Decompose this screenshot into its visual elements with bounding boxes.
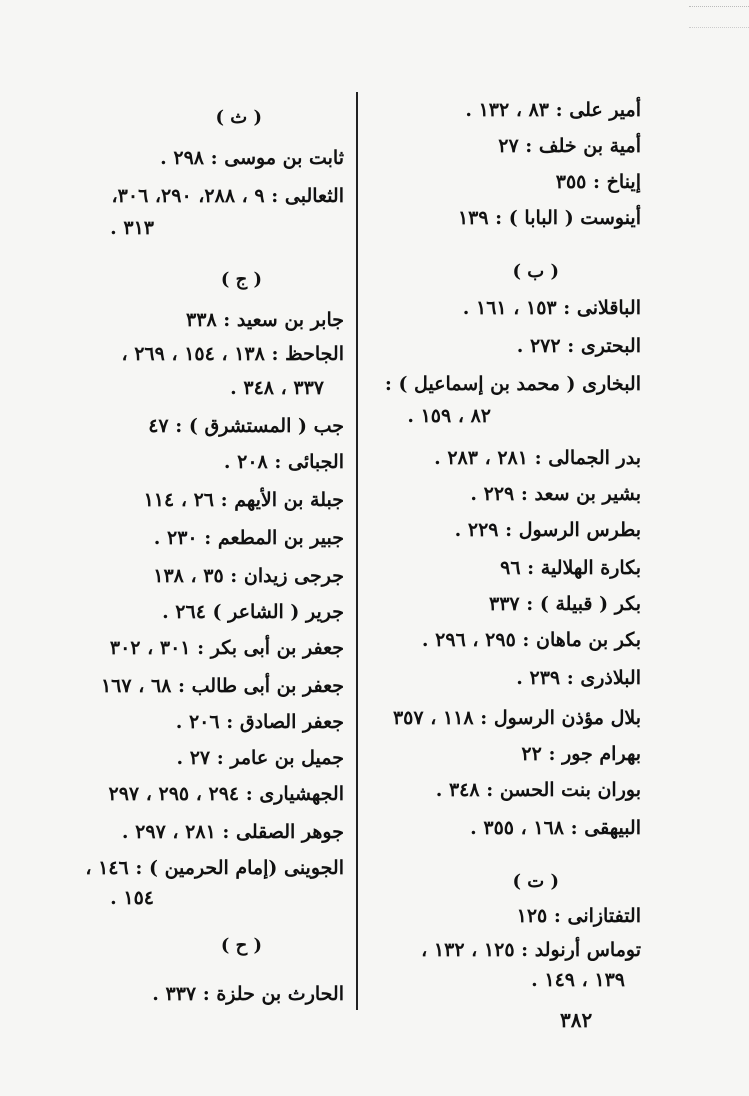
index-entry: بكر بن ماهان : ٢٩٥ ، ٢٩٦ .	[421, 629, 641, 651]
index-entry: الجهشيارى : ٢٩٤ ، ٢٩٥ ، ٢٩٧	[108, 783, 344, 805]
index-entry: البخارى ( محمد بن إسماعيل ) :	[384, 373, 641, 395]
index-entry-continuation: ١٥٤ .	[110, 887, 154, 909]
index-entry: أمير على : ٨٣ ، ١٣٢ .	[465, 99, 641, 121]
scan-edge-mark	[689, 6, 749, 28]
index-entry: إيناخ : ٣٥٥	[555, 171, 641, 193]
section-heading-tha: ( ث )	[215, 107, 262, 128]
index-entry: جعفر بن أبى بكر : ٣٠١ ، ٣٠٢	[109, 637, 344, 659]
index-entry: التفتازانى : ١٢٥	[516, 905, 641, 927]
section-heading-ta: ( ت )	[512, 871, 559, 892]
index-entry: أينوست ( البابا ) : ١٣٩	[457, 207, 641, 229]
index-entry-continuation: ٣١٣ .	[110, 217, 154, 239]
section-heading-ba: ( ب )	[512, 261, 559, 282]
index-entry: بكارة الهلالية : ٩٦	[500, 557, 641, 579]
section-heading-jim: ( ج )	[220, 269, 262, 290]
index-entry: جرجى زيدان : ٣٥ ، ١٣٨	[153, 565, 344, 587]
index-entry: ثابت بن موسى : ٢٩٨ .	[160, 147, 344, 169]
index-entry: البيهقى : ١٦٨ ، ٣٥٥ .	[470, 817, 641, 839]
index-entry: البلاذرى : ٢٣٩ .	[516, 667, 641, 689]
index-entry: توماس أرنولد : ١٢٥ ، ١٣٢ ،	[421, 939, 641, 961]
index-entry: بشير بن سعد : ٢٢٩ .	[470, 483, 641, 505]
index-entry: بوران بنت الحسن : ٣٤٨ .	[435, 779, 641, 801]
index-entry: جبير بن المطعم : ٢٣٠ .	[153, 527, 344, 549]
index-entry: أمية بن خلف : ٢٧	[498, 135, 641, 157]
index-entry: بدر الجمالى : ٢٨١ ، ٢٨٣ .	[434, 447, 641, 469]
index-entry: جرير ( الشاعر ) ٢٦٤ .	[162, 601, 344, 623]
index-entry: جوهر الصقلى : ٢٨١ ، ٢٩٧ .	[121, 821, 344, 843]
index-entry: الباقلانى : ١٥٣ ، ١٦١ .	[462, 297, 641, 319]
index-entry: جب ( المستشرق ) : ٤٧	[148, 415, 344, 437]
index-entry: بلال مؤذن الرسول : ١١٨ ، ٣٥٧	[392, 707, 641, 729]
section-heading-ha: ( ح )	[220, 935, 262, 956]
index-entry: الجوينى (إمام الحرمين ) : ١٤٦ ،	[85, 857, 344, 879]
index-entry: جبلة بن الأيهم : ٢٦ ، ١١٤	[143, 489, 344, 511]
index-entry-continuation: ٣٣٧ ، ٣٤٨ .	[230, 377, 324, 399]
index-entry: الجاحظ : ١٣٨ ، ١٥٤ ، ٢٦٩ ،	[121, 343, 344, 365]
column-divider	[356, 92, 358, 1010]
index-entry: الحارث بن حلزة : ٣٣٧ .	[152, 983, 344, 1005]
index-entry: الجبائى : ٢٠٨ .	[223, 451, 344, 473]
index-entry-continuation: ١٣٩ ، ١٤٩ .	[531, 969, 625, 991]
index-entry: جعفر الصادق : ٢٠٦ .	[175, 711, 344, 733]
index-entry: بكر ( قبيلة ) : ٣٣٧	[489, 593, 641, 615]
index-entry: الثعالبى : ٩ ، ٢٨٨، ٢٩٠، ٣٠٦،	[111, 185, 344, 207]
index-entry: بهرام جور : ٢٢	[521, 743, 641, 765]
page-number: ٣٨٢	[560, 1008, 593, 1032]
index-entry: البحترى : ٢٧٢ .	[516, 335, 641, 357]
index-entry: جعفر بن أبى طالب : ٦٨ ، ١٦٧	[100, 675, 344, 697]
index-entry-continuation: ٨٢ ، ١٥٩ .	[407, 405, 491, 427]
index-entry: جميل بن عامر : ٢٧ .	[176, 747, 344, 769]
index-entry: بطرس الرسول : ٢٢٩ .	[454, 519, 641, 541]
index-entry: جابر بن سعيد : ٣٣٨	[186, 309, 344, 331]
